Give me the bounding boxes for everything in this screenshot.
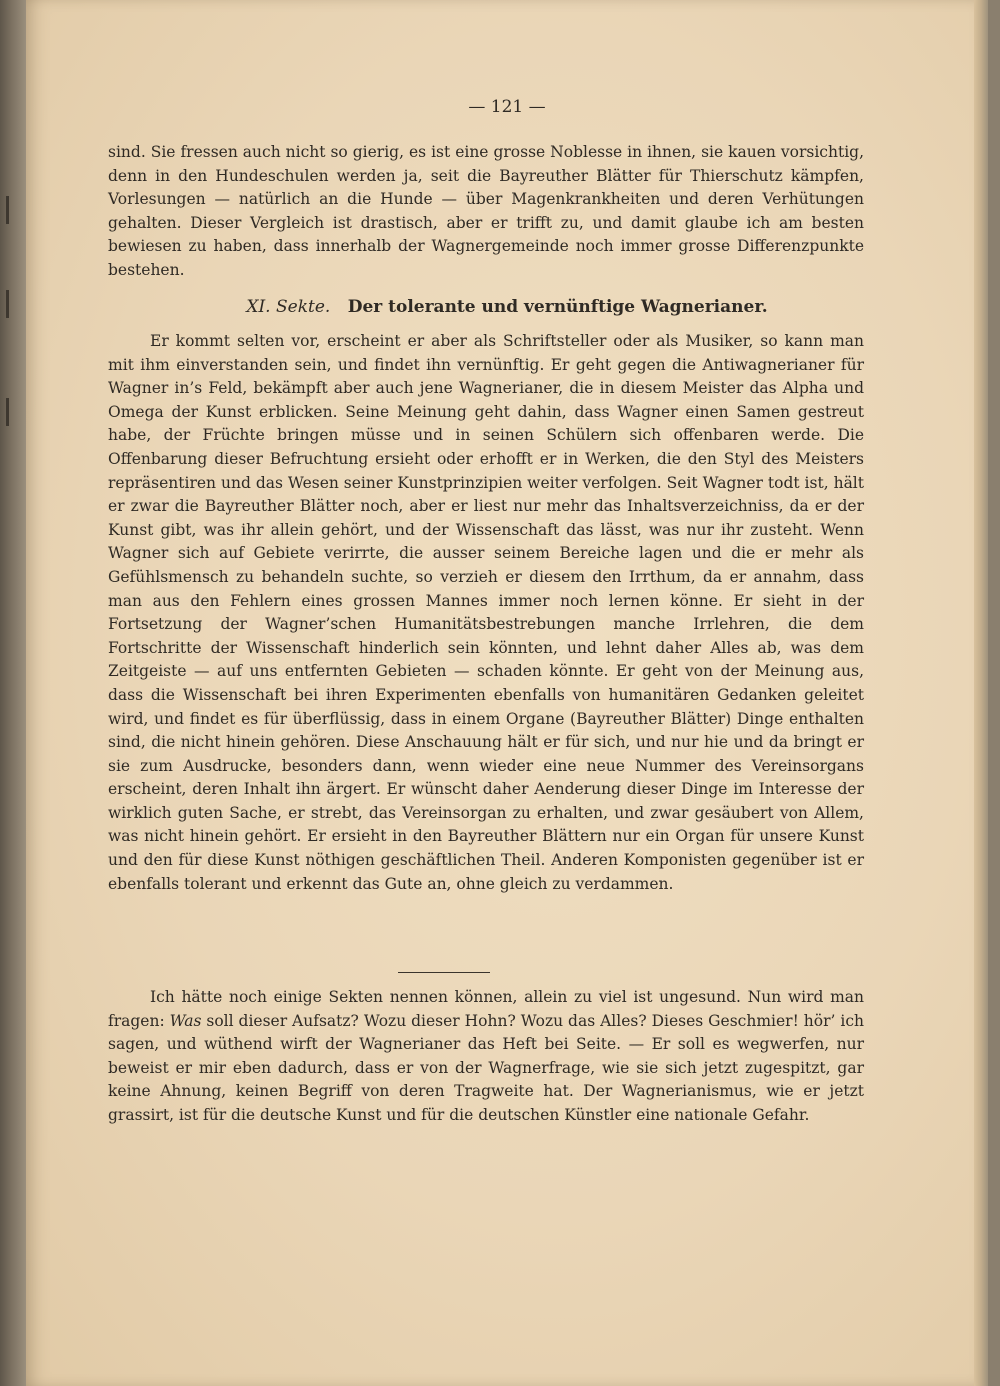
section-label: XI. Sekte. xyxy=(246,297,331,317)
closing-paragraph xyxy=(108,986,864,1128)
binding-mark xyxy=(6,290,9,318)
page-number: — 121 — xyxy=(468,97,546,117)
closing-text-part-1: Ich hätte noch einige Sekten nennen können, allein zu viel ist ungesund. Nun wird man fragen: xyxy=(108,988,864,1030)
section-divider xyxy=(398,972,490,973)
section-title: Der tolerante und vernünftige Wagnerianer. xyxy=(347,297,768,317)
section-paragraph: Er kommt selten vor, erscheint er aber als Schriftsteller oder als Musiker, so kann man mit ihm einverstanden sein, und findet ihn vernünftig. Er geht gegen die Antiwagnerianer für Wagner in’s Feld, bekämpft aber auch jene Wagnerianer, die in diesem Meister das Alpha und Omega der Kunst erblicken. Seine Meinung geht dahin, dass Wagner einen Samen gestreut habe, der Früchte bringen müsse und in seinen Schülern sich offenbaren werde. Die Offenbarung dieser Befruchtung ersieht oder erhofft er in Werken, die den Styl des Meisters repräsentiren und das Wesen seiner Kunstprinzipien weiter verfolgen. Seit Wagner todt ist, hält er zwar die Bayreuther Blätter noch, aber er liest nur mehr das Inhaltsverzeichniss, da er der Kunst gibt, was ihr allein gehört, und der Wissenschaft das lässt, was nur ihr zusteht. Wenn Wagner sich auf Gebiete verirrte, die ausser seinem Bereiche lagen und die er mehr als Gefühlsmensch zu behandeln suchte, so verzieh er diesem den Irrthum, da er annahm, dass man aus den Fehlern eines grossen Mannes immer noch lernen könne. Er sieht in der Fortsetzung der Wagner’schen Humanitätsbestrebungen manche Irrlehren, die dem Fortschritte der Wissenschaft hinderlich sein könnten, und lehnt daher Alles ab, was dem Zeitgeiste — auf uns entfernten Gebieten — schaden könnte. Er geht von der Meinung aus, dass die Wissenschaft bei ihren Experimenten ebenfalls von humanitären Gedanken geleitet wird, und findet es für überflüssig, dass in einem Organe (Bayreuther Blätter) Dinge enthalten sind, die nicht hinein gehören. Diese Anschauung hält er für sich, und nur hie und da bringt er sie zum Ausdrucke, besonders dann, wenn wieder eine neue Nummer des Vereinsorgans erscheint, deren Inhalt ihn ärgert. Er wünscht daher Aenderung dieser Dinge im Interesse der wirklich guten Sache, er strebt, das Vereinsorgan zu erhalten, und zwar gesäubert von Allem, was nicht hinein gehört. Er ersieht in den Bayreuther Blättern nur ein Organ für unsere Kunst und den für diese Kunst nöthigen geschäftlichen Theil. Anderen Komponisten gegenüber ist er ebenfalls tolerant und erkennt das Gute an, ohne gleich zu verdammen. xyxy=(108,332,864,893)
paragraph-continuation: sind. Sie fressen auch nicht so gierig, es ist eine grosse Noblesse in ihnen, sie kauen vorsichtig, denn in den Hundeschulen werden ja, seit die Bayreuther Blätter für Thierschutz kämpfen, Vorlesungen — natürlich an die Hunde — über Magenkrankheiten und deren Verhütungen gehalten. Dieser Vergleich ist drastisch, aber er trifft zu, und damit glaube ich am besten bewiesen zu haben, dass innerhalb der Wagnergemeinde noch immer grosse Differenzpunkte bestehen. xyxy=(108,143,864,279)
page-edge xyxy=(974,0,988,1386)
closing-text-part-2: soll dieser Aufsatz? Wozu dieser Hohn? Wozu das Alles? Dieses Geschmier! hör’ ich sagen, und wüthend wirft der Wagnerianer das Heft bei Seite. — Er soll es wegwerfen, nur beweist er mir eben dadurch, dass er von der Wagnerfrage, wie sie sich jetzt zugespitzt, gar keine Ahnung, keinen Begriff von deren Tragweite hat. Der Wagnerianismus, wie er jetzt grassirt, ist für die deutsche Kunst und für die deutschen Künstler eine nationale Gefahr. xyxy=(108,1011,864,1124)
binding-mark xyxy=(6,196,9,224)
binding-mark xyxy=(6,398,9,426)
book-page xyxy=(26,0,988,1386)
section-heading xyxy=(26,297,988,317)
closing-emphasis: Was xyxy=(169,1011,202,1030)
